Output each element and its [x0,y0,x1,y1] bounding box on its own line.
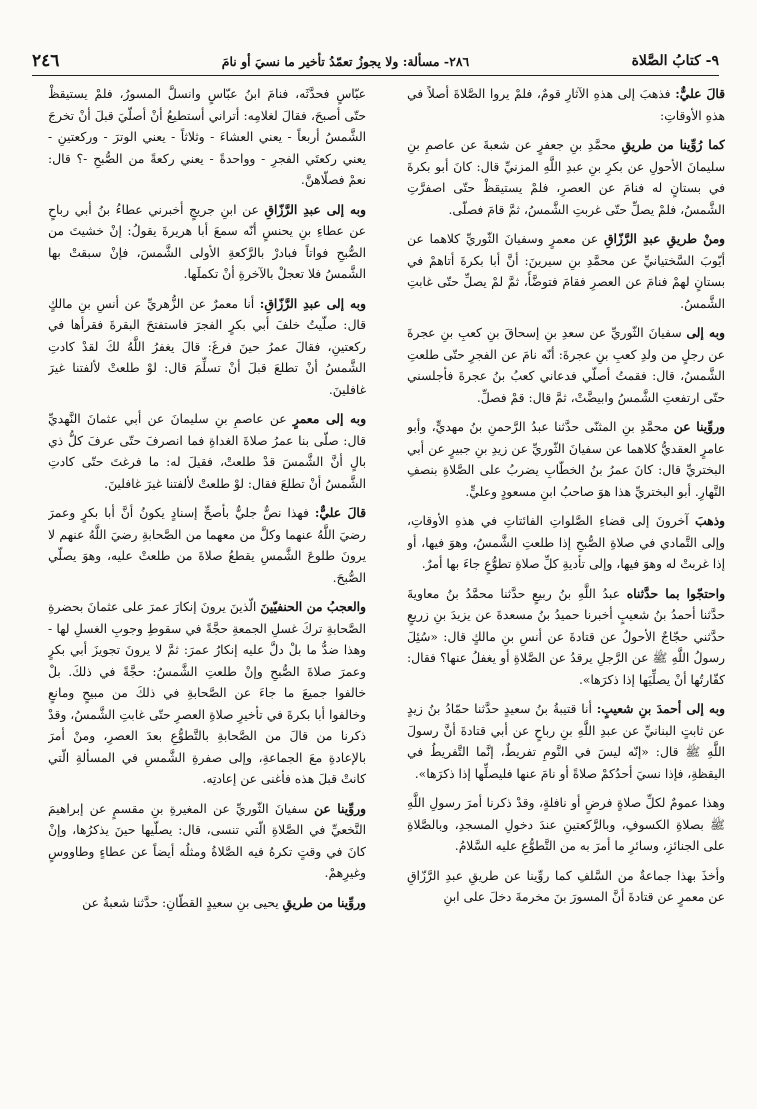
paragraph [407,322,725,409]
paragraph [48,83,366,192]
paragraph [407,792,725,858]
issue-title: ٢٨٦- مسألة: ولا يجوزُ تعمّدُ تأخير ما نسيَ أو نامَ [221,53,470,69]
paragraph [48,199,366,286]
paragraph-text: أنا قتيبةُ بنُ سعيدٍ حدَّثنا حمّادُ بنُ زيدٍ عن ثابتٍ البنانيِّ عن عبدِ اللَّهِ بنِ رباحٍ عن أبي قتادةَ أنَّ رسولَ اللَّهِ ﷺ قال: «إنّه ليسَ في النَّومِ تفريطٌ، إنَّما التَّفريطُ في اليقظةِ، فإذا نسيَ أحدُكمْ صلاةً أو نامَ عنها فليصلِّها إذا ذكرَها». [407,702,725,781]
paragraph [407,510,725,576]
paragraph [407,83,725,127]
paragraph-lead: والعجبُ من الحنفيّينَ [260,599,366,614]
paragraph-lead: وبه إلى [686,325,725,340]
chapter-title: ٩- كتابُ الصَّلاة [631,53,719,69]
page-header [32,47,719,76]
paragraph-lead: وروِّينا عن [673,419,725,434]
paragraph-lead: وروِّينا عن [314,800,366,816]
paragraph [48,596,366,791]
paragraph-text: الّذينَ يرونَ إنكارَ عمرَ على عثمانَ بحضرةِ الصَّحابةِ تركَ غسلِ الجمعةِ حجَّةً في سقوطِ وجوبِ الغسلِ لها - وهذا ضدُّ ما بلْ دلَّ عليه إنكارُ عمرَ: ثمَّ لا يرونَ تجويزَ أبي بكرٍ وعمرَ صلاةَ الصُّبحِ وإنْ طلعتِ الشَّمسُ: حجَّةً في ذلكَ. بلْ خالفوا جميعَ ما جاءَ عن الصَّحابةِ في ذلكَ من مبيحٍ ومانعٍ وخالفوا أبا بكرةَ في تأخيرِ صلاةِ العصرِ حتّى غابتِ الشَّمسُ، وقدْ ذكرنا من قالَ من الصَّحابةِ بالتَّطوُّعِ بعدَ العصرِ، ومنْ أمرَ بالإعادةِ معَ الجماعةِ، وإلى صفرةِ الشَّمسِ في المسألةِ الّتي كانتْ قبلَ هذه فأغنى عن إعادتِه. [48,600,366,786]
paragraph-text: آخرونَ إلى قضاءِ الصَّلواتِ الفائتاتِ في هذهِ الأوقاتِ، وإلى التَّمادي في صلاةِ الصُّبحِ إذا طلعتِ الشَّمسُ، وهوَ فيها، أو إذا غربتْ له وهوَ فيها، وإلى تأديةِ كلِّ صلاةِ تطوُّعٍ جاءَ بها أمرٌ. [407,514,725,571]
page-number: ٢٤٦ [32,51,60,71]
paragraph-text: وأخذَ بهذا جماعةٌ من السَّلفِ كما روِّينا عن طريقِ عبدِ الرَّزّاقِ عن معمرٍ عن قتادةَ أنَّ المسورَ بنَ مخرمةَ دخلَ على ابنِ [407,868,725,904]
paragraph-lead: وبه إلى معمرٍ [292,411,366,426]
paragraph [48,502,366,589]
paragraph-text: عن عاصمِ بنِ سليمانَ عن أبي عثمانَ النَّهديِّ قال: صلّى بنا عمرُ صلاةَ الغداةِ فما انصرفَ حتّى عرفَ كلُّ ذي بالٍ أنَّ الشَّمسَ قدْ طلعتْ، فقيلَ له: ما فرغتَ حتّى كادتِ الشَّمسُ أنْ تطلعَ فقال: لوْ طلعتْ لألفتنا غيرَ غافلينَ. [48,412,366,491]
paragraph-lead: قالَ عليٌّ: [314,505,366,520]
paragraph [48,408,366,495]
paragraph [407,698,725,785]
paragraph-lead: قالَ عليٌّ: [675,86,725,101]
paragraph [48,798,366,885]
paragraph-text: محمَّدِ بنِ المثنّى حدَّثنا عبدُ الرَّحمنِ بنُ مهديٍّ، وأبو عامرٍ العقديُّ كلاهما عن سفيانَ الثّوريِّ عن زيدِ بنِ جبيرٍ عن أبي البختريِّ قال: كانَ عمرُ بنُ الخطّابِ يضربُ على الصَّلاةِ بنصفِ النَّهارِ. أبو البختريِّ هذا هوَ صاحبُ ابنِ مسعودٍ وعليٍّ. [407,420,725,499]
paragraph-text: عبّاسٍ فحدَّثَه، فنامَ ابنُ عبّاسٍ وانسلَّ المسورُ، فلمْ يستيقظْ حتّى أصبحَ، فقالَ لغلامِه: أتراني أستطيعُ أنْ أصلّيَ قبلَ أنْ تخرجَ الشَّمسُ أربعاً - يعني العشاءَ - وثلاثاً - يعني الوترَ - وركعتينِ - يعني ركعتَي الفجرِ - وواحدةً - يعني ركعةً من الصُّبحِ -؟ قال: نعمْ فصلّاهنَّ. [48,87,366,187]
paragraph [407,134,725,221]
paragraph-lead: ومنْ طريقِ عبدِ الرَّزّاقِ [603,231,725,246]
paragraph [48,892,366,915]
paragraph-lead: وذهبَ [695,513,725,528]
paragraph-text: سفيانَ الثّوريِّ عن المغيرةِ بنِ مقسمٍ عن إبراهيمَ النَّخعيِّ في الصَّلاةِ الّتي تنسى، قال: يصلّيها حينَ يذكرُها، وإنْ كانَ في وقتٍ تكرهُ فيه الصَّلاةُ ومثلُه أيضاً عن عطاءٍ وطاووسٍ وغيرِهمْ. [48,801,366,880]
paragraph-text: سفيانَ الثّوريِّ عن سعدِ بنِ إسحاقَ بنِ كعبِ بنِ عجرةَ عن رجلٍ من ولدِ كعبِ بنِ عجرةَ: أنّه نامَ عن الفجرِ حتّى طلعتِ الشَّمسُ، قال: فقمتُ أصلّي فدعاني كعبُ بنُ عجرةَ فأجلسني حتّى ارتفعتِ الشَّمسُ وابيضَّتْ، ثمَّ قال: قمْ فصلِّ. [407,326,725,405]
paragraph-text: عبدُ اللَّهِ بنُ ربيعٍ حدَّثنا محمَّدُ بنُ معاويةَ حدَّثنا أحمدُ بنُ شعيبٍ أخبرنا حميدُ بنُ مسعدةَ عن يزيدَ بنِ زريعٍ حدَّثني حجّاجٌ الأحولُ عن قتادةَ عن أنسِ بنِ مالكٍ قال: «سُئِلَ رسولُ اللَّهِ ﷺ عن الرَّجلِ يرقدُ عن الصَّلاةِ أو يغفلُ عنها؟ فقال: كفّارتُها أنْ يصلِّيَها إذا ذكرَها». [407,586,725,687]
paragraph [407,416,725,503]
paragraph-lead: وبه إلى عبدِ الرَّزّاقِ: [259,295,366,311]
paragraph [407,228,725,315]
paragraph [407,583,725,692]
paragraph-lead: واحتجّوا بما حدَّثناه [626,585,725,601]
paragraph-text: وهذا عمومٌ لكلِّ صلاةٍ فرضٍ أو نافلةٍ، وقدْ ذكرنا أمرَ رسولِ اللَّهِ ﷺ بصلاةِ الكسوفِ، وبالرَّكعتينِ عندَ دخولِ المسجدِ، وبالصَّلاةِ على الجنائزِ، وسائرِ ما أمرَ به من التَّطوُّعِ عليه السَّلامُ. [407,796,725,853]
paragraph-text: عن ابنِ جريجٍ أخبرني عطاءُ بنُ أبي رباحٍ عن عطاءِ بنِ يحنسٍ أنّه سمعَ أبا هريرةَ يقولُ: إنْ خشيتَ من الصُّبحِ فواتاً فبادرْ بالرَّكعةِ الأولى الشَّمسَ، فإنْ سبقتْ بها الشَّمسُ فلا تعجلْ بالآخرةِ أنْ تكملَها. [48,202,366,281]
paragraph-text: أنا معمرٌ عن الزُّهريِّ عن أنسِ بنِ مالكٍ قال: صلّيتُ خلفَ أبي بكرٍ الفجرَ فاستفتحَ البقرةَ فقرأها في ركعتينِ، فقالَ عمرُ حينَ فرغَ: قالَ يغفرُ اللَّهُ لكَ لقدْ كادتِ الشَّمسُ أنْ تطلعَ قبلَ أنْ تسلِّمَ قال: لوْ طلعتْ لألفتنا غيرَ غافلينَ. [48,296,366,397]
paragraph-text: فذهبَ إلى هذهِ الآثارِ قومٌ، فلمْ يروا الصَّلاةَ أصلاً في هذهِ الأوقاتِ: [407,87,725,123]
paragraph-text: يحيى بنِ سعيدٍ القطّانِ: حدَّثنا شعبةُ عن [82,895,283,910]
paragraph-text: فهذا نصٌّ جليٌّ بأصحِّ إسنادٍ يكونُ أنَّ أبا بكرٍ وعمرَ رضيَ اللَّهُ عنهما وكلَّ من معهما من الصَّحابةِ رضيَ اللَّهُ عنهم لا يرونَ طلوعَ الشَّمسِ يقطعُ صلاةَ من طلعتْ عليه، وهوَ يصلّي الصُّبحَ. [48,506,366,585]
paragraph-lead: وبه إلى عبدِ الرَّزّاقِ [264,201,366,217]
paragraph-lead: وبه إلى أحمدَ بنِ شعيبٍ: [596,701,725,716]
paragraph-text: عن معمرٍ وسفيانَ الثّوريِّ كلاهما عن أيّوبَ السَّختيانيِّ عن محمَّدِ بنِ سيرينَ: أنَّ أبا بكرةَ أتاهمْ في بستانٍ لهمْ فنامَ عن العصرِ فقامَ فتوضَّأَ، ثمَّ لمْ يصلِّ حتّى غابتِ الشَّمسُ. [407,232,725,311]
paragraph [407,865,725,909]
paragraph-lead: وروِّينا من طريقِ [282,894,366,910]
left-column [48,83,366,1103]
right-column [407,83,725,1103]
paragraph [48,293,366,402]
paragraph-text: محمَّدِ بنِ جعفرٍ عن شعبةَ عن عاصمِ بنِ سليمانَ الأحولِ عن بكرِ بنِ عبدِ اللَّهِ المزنيِّ قال: كانَ أبو بكرةَ في بستانٍ له فنامَ عن العصرِ، فلمْ يستيقظْ حتّى اصفرَّتِ الشَّمسُ، فلمْ يصلِّ حتّى غربتِ الشَّمسُ، ثمَّ قامَ فصلّى. [407,138,725,217]
paragraph-lead: كما رُوِّينا من طريقِ [621,137,725,152]
